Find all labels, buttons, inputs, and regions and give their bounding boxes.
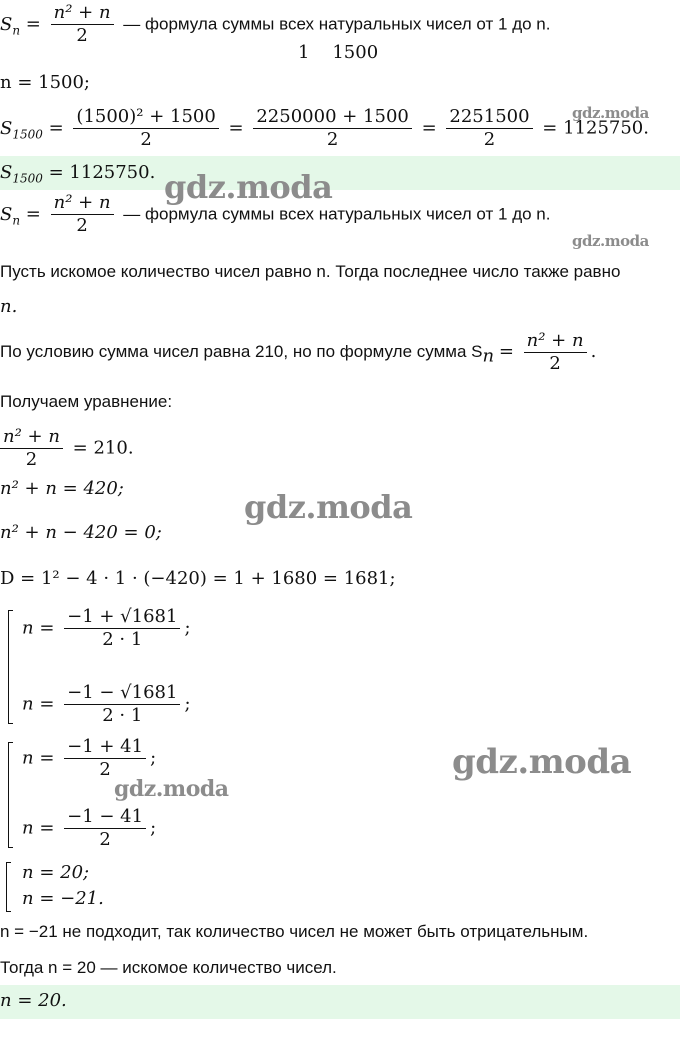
root-3: n = $\frac{-1 + 41}{2}$ ; <box>22 736 157 780</box>
bracket-2 <box>8 742 13 848</box>
sum-formula-second: $S_n$ = $\frac{\text{n² + n}}{2}$ — формула суммы всех натуральных чисел от 1 до n. <box>0 192 551 236</box>
paragraph-equation-intro: Получаем уравнение: <box>0 392 173 411</box>
bracket-3 <box>6 862 11 912</box>
watermark-large-1: gdz.moda <box>164 168 333 206</box>
root-4: n = $\frac{-1 - 41}{2}$ ; <box>22 806 157 850</box>
equation-2: n² + n = 420; <box>0 478 124 499</box>
bracket-1 <box>8 610 13 724</box>
watermark-large-2: gdz.moda <box>244 488 413 526</box>
root-1: n = $\frac{-1 + √1681}{2 \cdot 1}$ ; <box>22 606 191 650</box>
root-final-1: n = 20; <box>22 862 90 883</box>
paragraph-assume-a: Пусть искомое количество чисел равно n. Тогда последнее число также равно <box>0 262 621 281</box>
watermark-small-3: gdz.moda <box>114 776 229 802</box>
answer-highlight-2 <box>0 985 680 1019</box>
root-2: n = $\frac{-1 - √1681}{2 \cdot 1}$ ; <box>22 682 191 726</box>
equation-1: $\frac{\text{n² + n}}{2}$ = 210. <box>0 426 134 471</box>
root-final-2: n = −21. <box>22 888 104 909</box>
answer-line-1: $S_{1500} = 1125750$. <box>0 162 156 186</box>
equation-3: n² + n − 420 = 0; <box>0 522 162 543</box>
paragraph-condition: По условию сумма чисел равна 210, но по формуле сумма $S_n$ = $\frac{\text{n² + n}}{2}$ . <box>0 330 597 374</box>
paragraph-reject: n = −21 не подходит, так количество чисел не может быть отрицательным. <box>0 922 589 941</box>
cut-off-line: 1 1500 <box>298 42 379 63</box>
n-value-line: n = 1500; <box>0 72 90 93</box>
discriminant-line: D = 1² − 4 · 1 · (−420) = 1 + 1680 = 1681; <box>0 568 396 589</box>
sum-formula-top-text: — формула суммы всех натуральных чисел от 1 до n. <box>123 14 551 34</box>
sum-formula-top: $S_n$ = $\frac{\text{n² + n}}{2}$ — формула суммы всех натуральных чисел от 1 до n. <box>0 2 551 46</box>
watermark-small-2: gdz.moda <box>572 232 649 250</box>
watermark-large-3: gdz.moda <box>452 742 632 782</box>
paragraph-assume-b: n. <box>0 296 18 317</box>
watermark-small-1: gdz.moda <box>572 104 649 122</box>
paragraph-conclusion: Тогда n = 20 — искомое количество чисел. <box>0 958 337 977</box>
s1500-computation: $S_{1500}$ = $\frac{\text{(1500)² + 1500}}{2}$ = $\frac{2250000 + 1500}{2}$ = $\frac{2251500}{2}$ = 1125750. <box>0 106 649 150</box>
answer-line-2: n = 20. <box>0 990 67 1011</box>
sum-formula-second-text: — формула суммы всех натуральных чисел от 1 до n. <box>123 204 551 224</box>
